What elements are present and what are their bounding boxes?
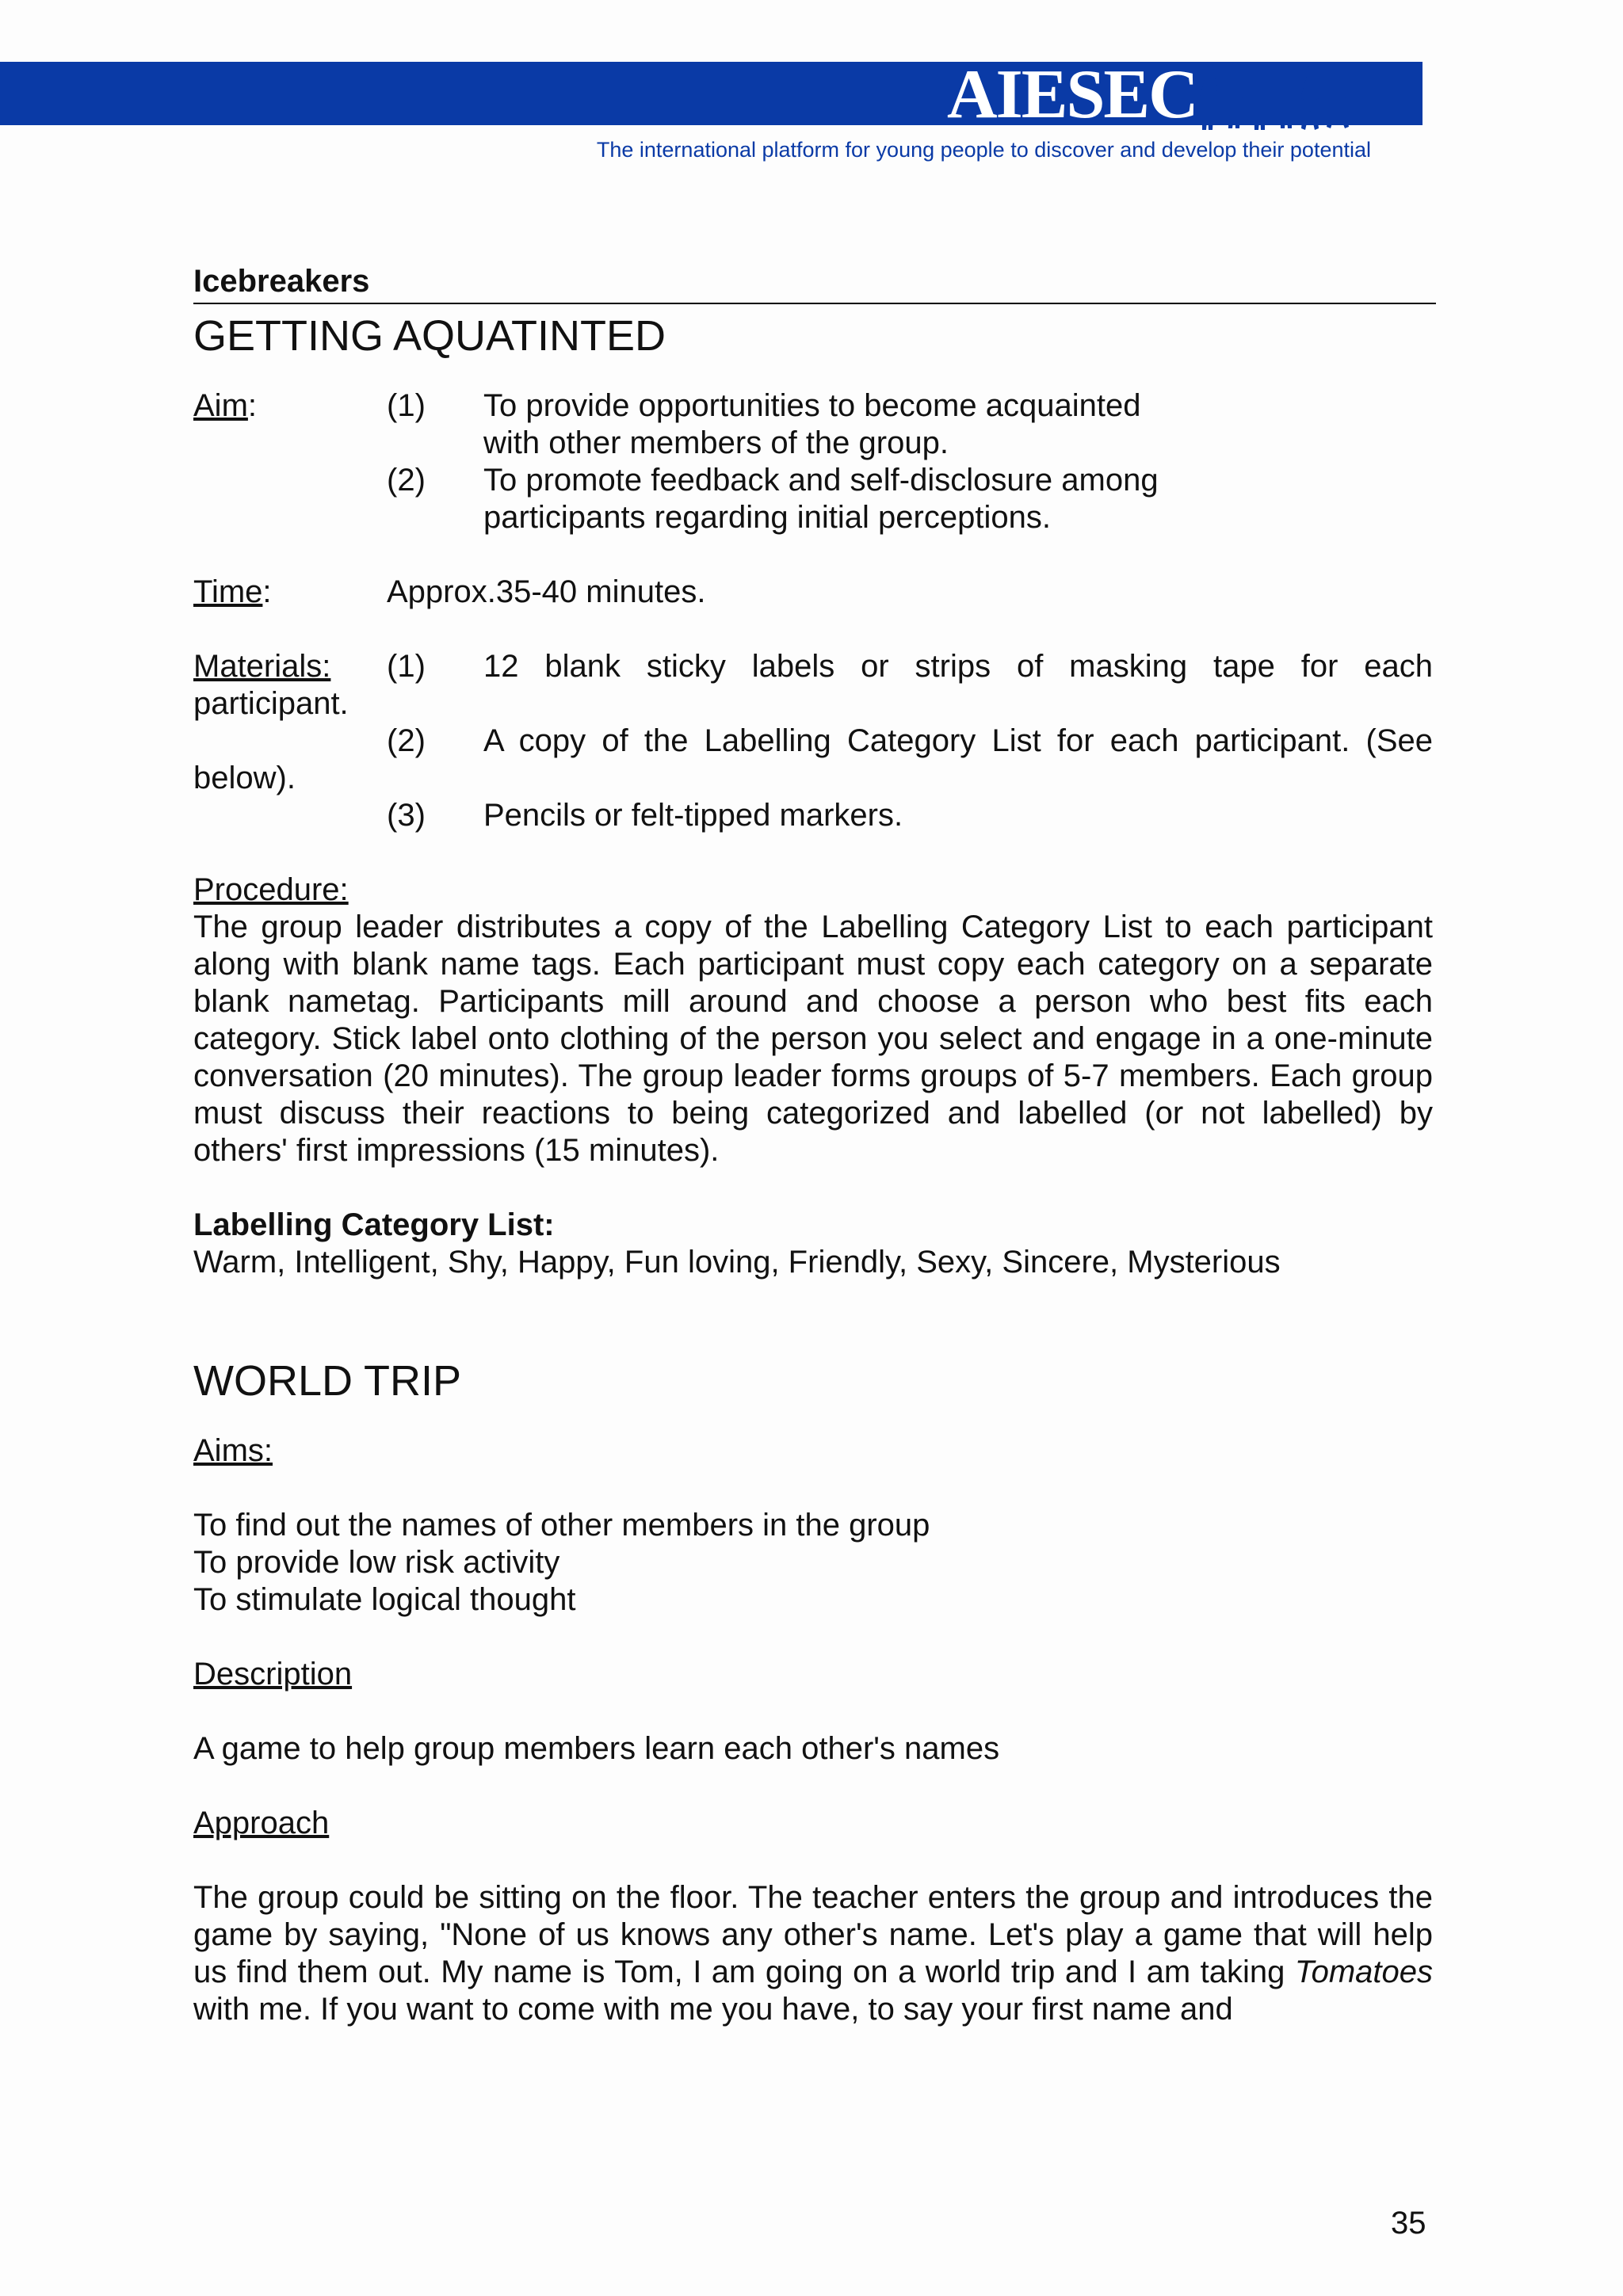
aiesec-logo (947, 56, 1358, 133)
approach-text-start: The group could be sitting on the floor. The teacher enters the group and introduces the game by saying, "None of us knows any other's name. Let's play a game that will help us find them out. My name is Tom, I am going on a world trip and I am taking (193, 1880, 1433, 1989)
time-value: Approx.35-40 minutes. (387, 574, 706, 609)
aim-row-2 (193, 462, 1433, 536)
description-label: Description (193, 1657, 353, 1691)
section-label: Icebreakers (193, 264, 370, 299)
materials-label: Materials: (193, 649, 331, 684)
aim-item-2-line-1: To promote feedback and self-disclosure among (483, 463, 1159, 498)
aim-item-1 (483, 387, 1433, 462)
people-silhouettes-icon (1199, 62, 1358, 130)
time-colon: : (262, 574, 272, 609)
materials-item-1-wrap: participant. (193, 686, 349, 721)
aim-row (193, 387, 1433, 462)
aim-item-1-line-1: To provide opportunities to become acquainted (483, 388, 1141, 423)
materials-item-3: Pencils or felt-tipped markers. (483, 798, 903, 833)
time-label: Time (193, 574, 263, 609)
activity1-title: GETTING AQUATINTED (193, 312, 666, 360)
approach-text-italic: Tomatoes (1294, 1955, 1433, 1989)
materials-item-2-wrap: below). (193, 761, 296, 795)
aim-colon: : (247, 388, 258, 423)
aims-list (193, 1507, 1433, 1619)
aim-item-2 (483, 462, 1433, 536)
description-text: A game to help group members learn each other's names (193, 1731, 1000, 1766)
header-tagline: The international platform for young people to discover and develop their potential (596, 138, 1371, 162)
aim-num-2: (2) (387, 463, 426, 498)
materials-num-1: (1) (387, 649, 426, 684)
materials-item-2: A copy of the Labelling Category List for each participant. (See (483, 723, 1433, 758)
document-body (193, 263, 1433, 2028)
aim-item-1-line-2: with other members of the group. (483, 425, 949, 460)
materials-num-3: (3) (387, 798, 426, 833)
time-row (193, 574, 1433, 611)
aim-item-2-line-2: participants regarding initial perceptions. (483, 500, 1051, 535)
materials-row-2 (193, 723, 1433, 797)
aims-item-2: To provide low risk activity (193, 1545, 560, 1580)
category-list-label: Labelling Category List: (193, 1207, 555, 1242)
category-list-text: Warm, Intelligent, Shy, Happy, Fun loving, Friendly, Sexy, Sincere, Mysterious (193, 1245, 1281, 1280)
procedure-text: The group leader distributes a copy of the Labelling Category List to each participant along with blank name tags. Each participant must copy each category on a separate blank nametag. Participants mill around and choose a person who best fits each category. Stick label onto clothing of the person you select and engage in a one-minute conversation (20 minutes). The group leader forms groups of 5-7 members. Each group must discuss their reactions to being categorized and labelled (or not labelled) by others' first impressions (15 minutes). (193, 910, 1433, 1168)
aims-item-3: To stimulate logical thought (193, 1582, 576, 1617)
approach-label: Approach (193, 1806, 330, 1840)
logo-wordmark: AIESEC (947, 56, 1197, 133)
aims-label: Aims: (193, 1433, 273, 1468)
procedure-label: Procedure: (193, 872, 349, 907)
page-number: 35 (1391, 2206, 1426, 2241)
aims-item-1: To find out the names of other members in the group (193, 1508, 930, 1543)
section-divider (193, 303, 1436, 304)
activity2-title: WORLD TRIP (193, 1357, 462, 1405)
aim-num-1: (1) (387, 388, 426, 423)
materials-num-2: (2) (387, 723, 426, 758)
aim-label: Aim (193, 388, 248, 423)
materials-item-1: 12 blank sticky labels or strips of masking tape for each (483, 649, 1433, 684)
approach-text (193, 1879, 1433, 2028)
materials-row-3 (193, 797, 1433, 834)
approach-text-end: with me. If you want to come with me you have, to say your first name and (193, 1992, 1233, 2027)
materials-row-1 (193, 648, 1433, 723)
